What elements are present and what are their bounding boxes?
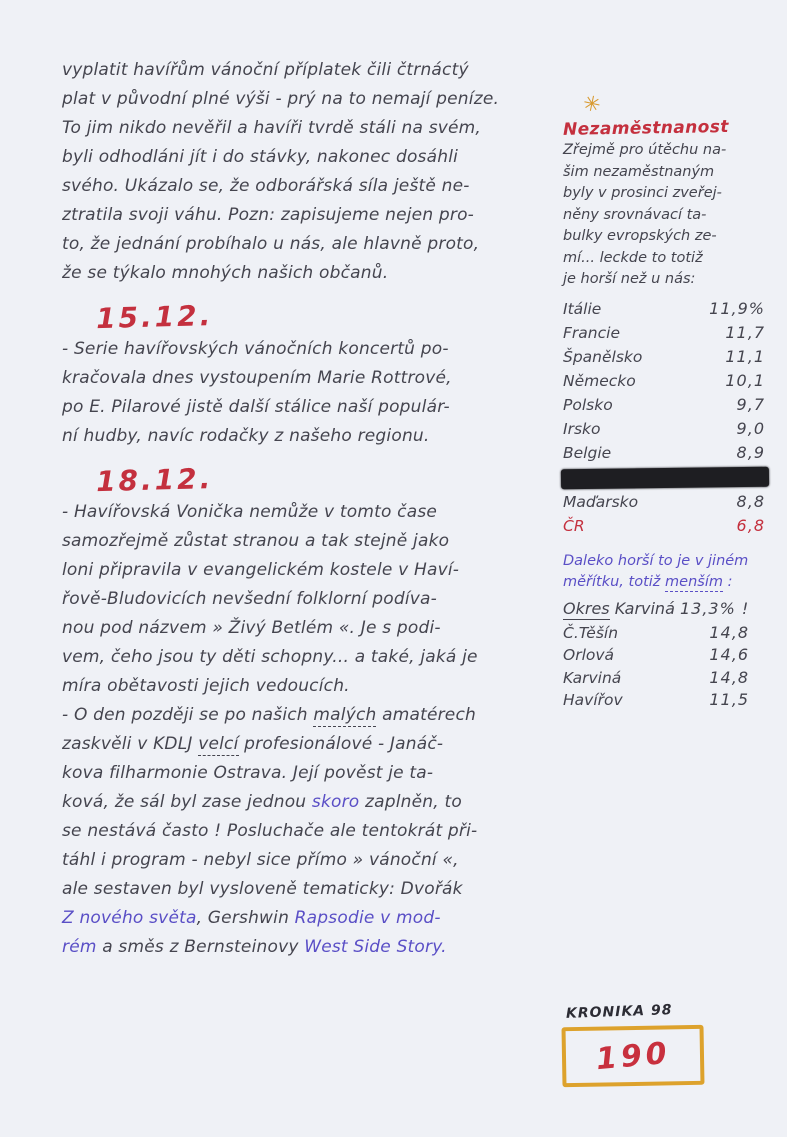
text-segment: - O den později se po našich xyxy=(62,705,314,725)
country-name: Itálie xyxy=(563,299,602,318)
text-segment: To jim nikdo nevěřil a havíři tvrdě stáli na svém, xyxy=(62,118,482,138)
text-segment: samozřejmě zůstat stranou a tak stejně jako xyxy=(62,531,450,551)
table-row xyxy=(563,297,779,321)
text-segment: byly v prosinci zveřej- xyxy=(563,185,722,201)
text-line xyxy=(62,759,560,788)
date-heading: 15.12. xyxy=(95,299,214,336)
text-line xyxy=(62,817,560,846)
text-segment: menším xyxy=(665,574,723,590)
text-segment: 13,3% ! xyxy=(679,598,750,618)
country-name: Španělsko xyxy=(563,347,643,366)
city-value: 11,5 xyxy=(709,690,749,709)
text-segment: zaskvěli v KDLJ xyxy=(62,734,199,754)
country-name: ČR xyxy=(563,516,585,535)
text-segment: plat v původní plné výši - prý na to nemají peníze. xyxy=(62,89,500,109)
text-line xyxy=(62,585,560,614)
country-value: 8,8 xyxy=(736,491,765,511)
text-segment: ní hudby, navíc rodačky z našeho regionu. xyxy=(62,426,430,446)
text-segment: Z nového světa xyxy=(62,908,197,928)
text-segment: skoro xyxy=(311,792,360,812)
intro-line xyxy=(563,140,779,162)
country-value: 10,1 xyxy=(725,370,765,390)
table-row xyxy=(563,622,779,645)
text-line xyxy=(62,933,560,962)
text-segment: vyplatit havířům vánoční příplatek čili čtrnáctý xyxy=(62,60,469,80)
table-row xyxy=(563,514,779,538)
text-line xyxy=(62,56,560,85)
text-line xyxy=(62,614,560,643)
text-segment: , Gershwin xyxy=(196,908,295,928)
text-line xyxy=(62,172,560,201)
text-line xyxy=(62,875,560,904)
text-line xyxy=(62,672,560,701)
text-segment: bulky evropských ze- xyxy=(563,228,717,244)
text-segment: kova filharmonie Ostrava. Její pověst je ta- xyxy=(62,763,434,783)
text-segment: po E. Pilarové jistě další stálice naší populár- xyxy=(62,397,450,417)
table-row xyxy=(563,393,779,417)
sidebar xyxy=(563,92,779,712)
text-line xyxy=(62,643,560,672)
star-icon: ✳ xyxy=(580,90,603,118)
text-segment: vem, čeho jsou ty děti schopny... a také, jaká je xyxy=(62,647,478,667)
intro-line xyxy=(563,183,779,205)
country-name: Maďarsko xyxy=(563,492,639,511)
main-text xyxy=(62,56,560,962)
text-line xyxy=(62,498,560,527)
sidebar-heading: Nezaměstnanost xyxy=(562,116,729,140)
city-name: Orlová xyxy=(563,646,615,664)
text-segment: amatérech xyxy=(376,705,476,725)
table-row xyxy=(563,441,779,465)
table-row xyxy=(563,490,779,514)
text-line xyxy=(62,364,560,393)
text-line xyxy=(62,527,560,556)
text-segment: rém xyxy=(62,937,97,957)
intro-line xyxy=(563,226,779,248)
redacted-bar xyxy=(561,466,769,489)
text-line xyxy=(62,846,560,875)
text-segment: ale sestaven byl vysloveně tematicky: Dvořák xyxy=(62,879,463,899)
text-line xyxy=(62,114,560,143)
text-segment: velcí xyxy=(198,734,239,754)
text-segment: šim nezaměstnaným xyxy=(563,163,715,180)
text-segment: Karviná xyxy=(609,598,680,618)
intro-line xyxy=(563,269,779,291)
table-row xyxy=(563,595,779,622)
country-value: 8,9 xyxy=(736,442,765,462)
text-segment: a směs z Bernsteinovy xyxy=(96,937,305,957)
table-row xyxy=(563,321,779,345)
text-segment: mí... leckde to totiž xyxy=(563,249,703,266)
chronicle-label: KRONIKA 98 xyxy=(565,1002,673,1022)
text-segment: nou pod názvem » Živý Betlém «. Je s podi- xyxy=(62,618,441,638)
text-segment: : xyxy=(722,574,733,590)
text-line xyxy=(62,393,560,422)
text-segment: ztratila svoji váhu. Pozn: zapisujeme nejen pro- xyxy=(62,205,475,225)
country-value: 11,9% xyxy=(709,298,765,318)
text-segment: řově-Bludovicích nevšední folklorní podíva- xyxy=(62,589,437,609)
text-segment: - Havířovská Vonička nemůže v tomto čase xyxy=(62,502,438,522)
text-segment: Rapsodie v mod- xyxy=(294,908,441,928)
country-name: Irsko xyxy=(563,419,601,438)
page-number: 190 xyxy=(594,1035,672,1077)
country-name: Belgie xyxy=(563,443,612,462)
text-line xyxy=(62,904,560,933)
country-value: 9,0 xyxy=(736,418,765,438)
text-segment: - Serie havířovských vánočních koncertů po- xyxy=(62,339,449,359)
text-segment: měřítku, totiž xyxy=(563,574,666,590)
text-line xyxy=(62,335,560,364)
text-segment: ková, že sál byl zase jednou xyxy=(62,792,312,812)
scale-note xyxy=(563,551,779,594)
country-name: Francie xyxy=(563,323,620,342)
city-name: Č.Těšín xyxy=(563,623,619,642)
text-line xyxy=(62,730,560,759)
text-segment: je horší než u nás: xyxy=(563,271,696,287)
text-segment: kračovala dnes vystoupením Marie Rottrové, xyxy=(62,368,452,388)
table-row xyxy=(563,689,779,712)
city-name: Havířov xyxy=(563,691,623,709)
city-name: Karviná xyxy=(563,668,622,687)
text-line xyxy=(62,259,560,288)
text-line xyxy=(62,422,560,451)
country-value: 11,1 xyxy=(725,346,765,366)
text-segment: míra obětavosti jejich vedoucích. xyxy=(62,676,350,696)
table-row xyxy=(563,417,779,441)
text-line xyxy=(62,788,560,817)
date-heading: 18.12. xyxy=(95,462,214,499)
country-name: Polsko xyxy=(563,395,613,414)
text-line xyxy=(62,230,560,259)
text-segment: Zřejmě pro útěchu na- xyxy=(563,142,727,158)
text-segment: Daleko horší to je v jiném xyxy=(563,552,749,569)
text-segment: že se týkalo mnohých našich občanů. xyxy=(62,263,389,283)
sidebar-intro xyxy=(563,140,779,291)
country-value: 6,8 xyxy=(736,515,765,535)
table-row xyxy=(563,369,779,393)
intro-line xyxy=(563,162,779,184)
text-line xyxy=(62,701,560,730)
text-segment: svého. Ukázalo se, že odborářská síla ještě ne- xyxy=(62,176,470,196)
text-segment: loni připravila v evangelickém kostele v Haví- xyxy=(62,560,460,580)
city-value: 14,8 xyxy=(709,667,749,687)
text-line xyxy=(62,85,560,114)
intro-line xyxy=(563,248,779,270)
text-segment: malých xyxy=(313,705,377,725)
text-segment: byli odhodláni jít i do stávky, nakonec dosáhli xyxy=(62,147,459,167)
note-line xyxy=(563,572,779,594)
unemployment-table xyxy=(563,297,779,538)
text-segment: zaplněn, to xyxy=(359,792,462,812)
text-segment: to, že jednání probíhalo u nás, ale hlavně proto, xyxy=(62,234,480,254)
text-segment: West Side Story. xyxy=(304,937,447,957)
city-value: 14,6 xyxy=(709,645,749,664)
country-name: Německo xyxy=(563,371,636,390)
text-segment: se nestává často ! Posluchače ale tentokrát při- xyxy=(62,821,478,841)
city-value: 14,8 xyxy=(709,622,749,642)
intro-line xyxy=(563,205,779,227)
text-line xyxy=(62,143,560,172)
table-row xyxy=(563,345,779,369)
text-segment: profesionálové - Janáč- xyxy=(238,734,444,754)
table-row xyxy=(563,667,779,690)
local-unemployment-table xyxy=(563,595,779,712)
text-segment: Okres xyxy=(563,598,610,618)
note-line xyxy=(563,551,779,573)
text-segment: něny srovnávací ta- xyxy=(563,206,707,223)
page-number-box xyxy=(561,1025,704,1087)
country-value: 11,7 xyxy=(725,322,765,342)
country-value: 9,7 xyxy=(736,394,765,414)
text-line xyxy=(62,556,560,585)
text-line xyxy=(62,201,560,230)
table-row xyxy=(563,644,779,667)
text-segment: táhl i program - nebyl sice přímo » vánoční «, xyxy=(62,850,459,870)
